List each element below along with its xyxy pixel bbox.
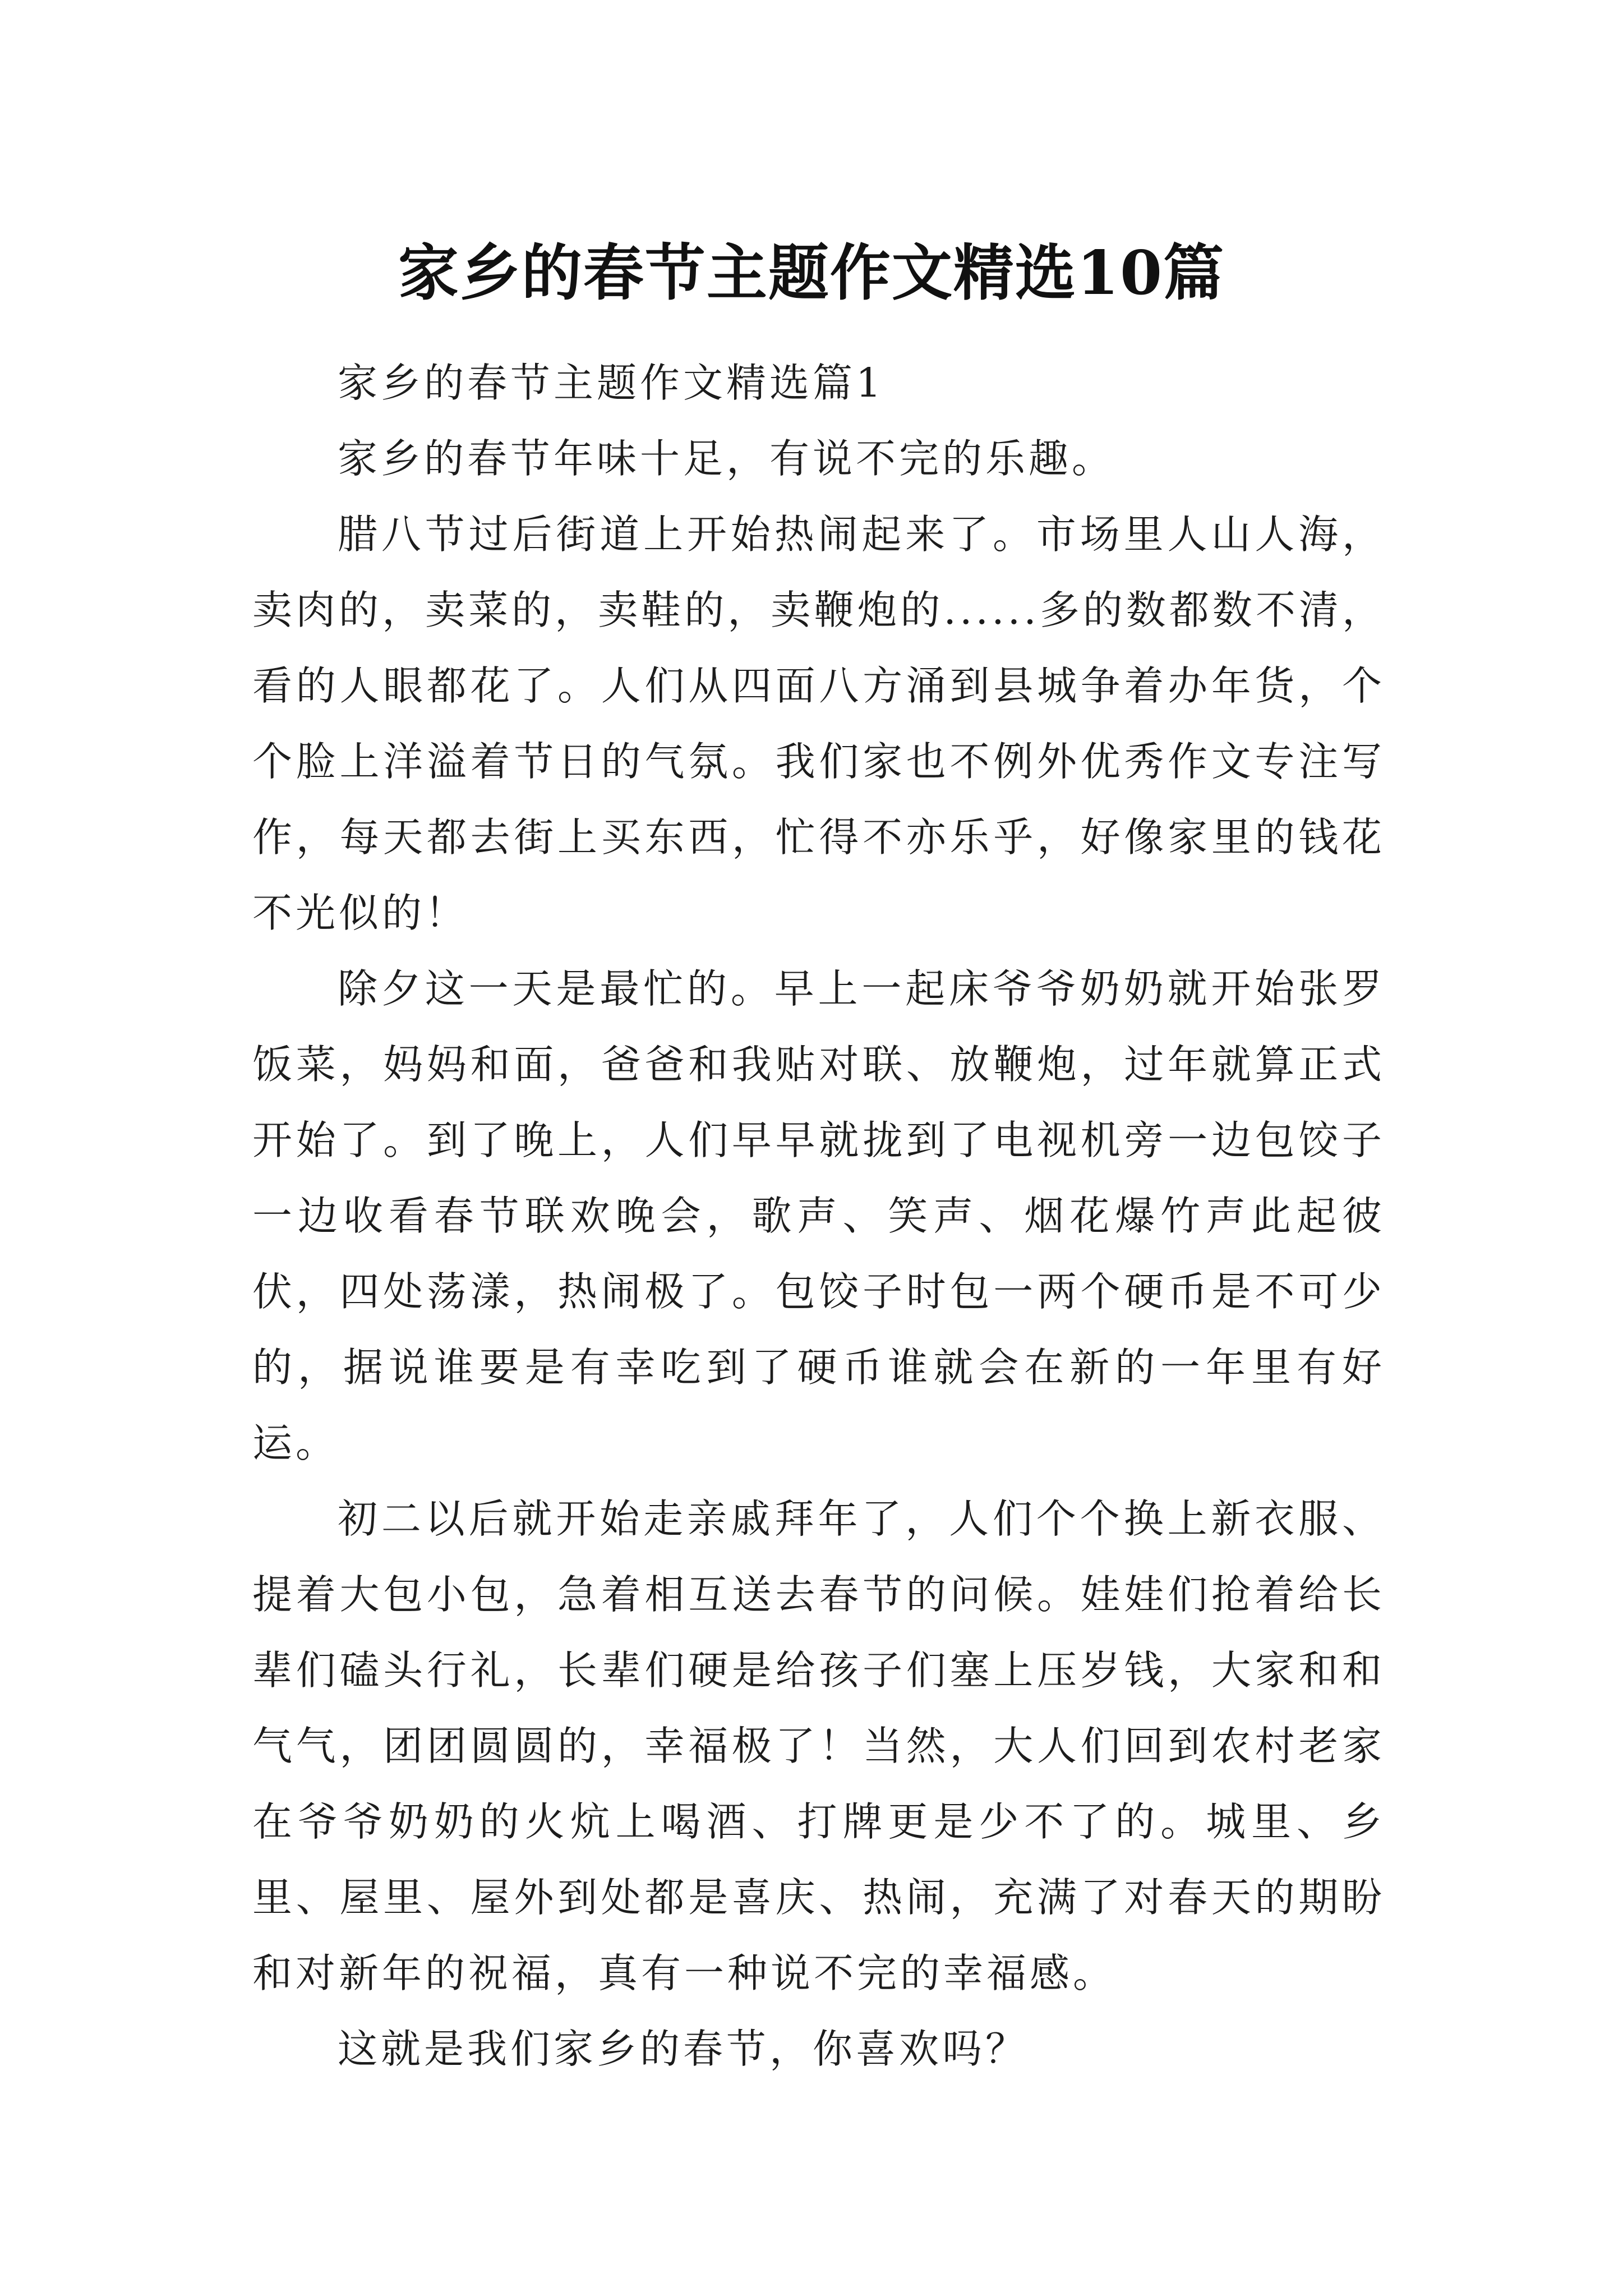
document-title: 家乡的春节主题作文精选10篇 — [398, 238, 1225, 309]
paragraph: 腊八节过后街道上开始热闹起来了。市场里人山人海，卖肉的，卖菜的，卖鞋的，卖鞭炮的......多的数都数不清，看的人眼都花了。人们从四面八方涌到县城争着办年货，个个脸上洋溢着节日的气氛。我们家也不例外优秀作文专注写作，每天都去街上买东西，忙得不亦乐乎，好像家里的钱花不光似的！ — [252, 511, 1385, 936]
paragraph: 这就是我们家乡的春节，你喜欢吗？ — [338, 2026, 1029, 2072]
paragraph: 家乡的春节年味十足，有说不完的乐趣。 — [338, 435, 1115, 482]
document-body — [252, 345, 1385, 2087]
paragraph: 初二以后就开始走亲戚拜年了，人们个个换上新衣服、提着大包小包，急着相互送去春节的问候。娃娃们抢着给长辈们磕头行礼，长辈们硬是给孩子们塞上压岁钱，大家和和气气，团团圆圆的，幸福极了！当然，大人们回到农村老家在爷爷奶奶的火炕上喝酒、打牌更是少不了的。城里、乡里、屋里、屋外到处都是喜庆、热闹，充满了对春天的期盼和对新年的祝福，真有一种说不完的幸福感。 — [252, 1496, 1385, 1996]
paragraph: 除夕这一天是最忙的。早上一起床爷爷奶奶就开始张罗饭菜，妈妈和面，爸爸和我贴对联、放鞭炮，过年就算正式开始了。到了晚上，人们早早就拢到了电视机旁一边包饺子一边收看春节联欢晚会，歌声、笑声、烟花爆竹声此起彼伏，四处荡漾，热闹极了。包饺子时包一两个硬币是不可少的，据说谁要是有幸吃到了硬币谁就会在新的一年里有好运。 — [252, 965, 1385, 1466]
section-heading: 家乡的春节主题作文精选篇1 — [338, 360, 885, 406]
